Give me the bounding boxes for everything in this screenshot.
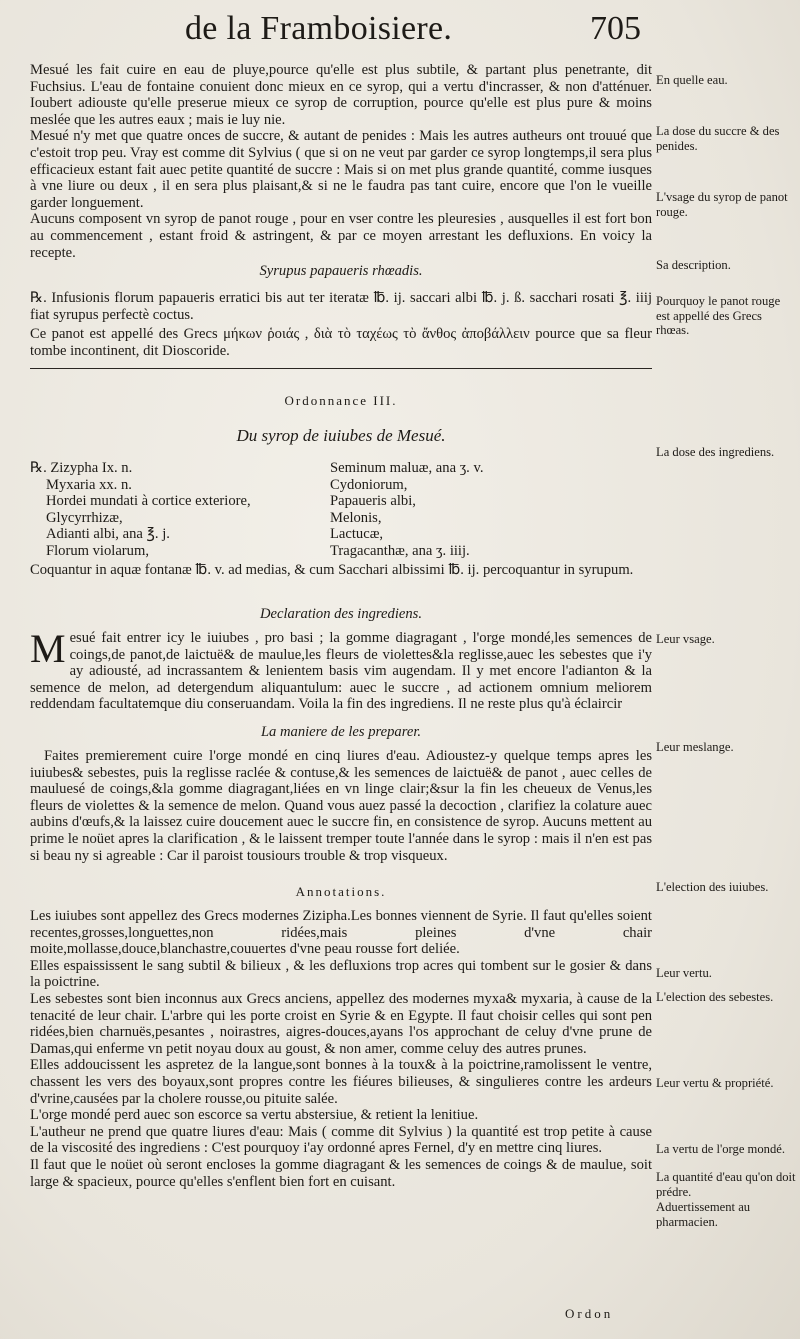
- ingredient-right: Cydoniorum,: [330, 476, 408, 493]
- margin-note: L'vsage du syrop de panot rouge.: [656, 190, 788, 219]
- margin-note: Leur vertu & propriété.: [656, 1076, 774, 1090]
- paragraph: Aucuns composent vn syrop de panot rouge , pour en vser contre les pleuresies , ausquelles il est fort bon au commencement , estant froid & astringent, & par ce moyen arrestant les defluxions. En voicy la recepte.: [30, 211, 652, 261]
- catchword: Ordon: [565, 1306, 614, 1321]
- annotations-heading: Annotations.: [295, 884, 387, 899]
- margin-note: L'election des iuiubes.: [656, 880, 769, 894]
- page-header: [30, 10, 650, 54]
- ingredient-left: Adianti albi, ana ℥. j.: [46, 526, 170, 543]
- annotation-paragraph: Elles addoucissent les aspretez de la langue,sont bonnes à la toux& à la poictrine,ramolissent le ventre, chassent les vers des boyaux,sont propres contre les fiéures bilieuses, & singulieres contre les ardeurs d'vrine,causées par la cholere rousse,ou pituite salée.: [30, 1057, 652, 1107]
- annotation-paragraph: Elles espaississent le sang subtil & bilieux , & les defluxions trop acres qui tombent sur le gosier & dans la poictrine.: [30, 957, 652, 991]
- margin-note: Leur vsage.: [656, 632, 715, 646]
- ingredient-left: Hordei mundati à cortice exteriore,: [46, 493, 251, 510]
- margin-note: La dose des ingrediens.: [656, 445, 775, 459]
- ordonnance-heading: Ordonnance III.: [284, 393, 398, 408]
- ingredient-left: Myxaria xx. n.: [46, 476, 132, 493]
- annotation-paragraph: Les sebestes sont bien inconnus aux Grecs anciens, appellez des modernes myxa& myxaria, à cause de la tenacité de leur chair. L'arbre qui les porte croist en Syrie & en Egypte. Il faut choisir celles qui sont pen ridées,bien charnuës,pesantes , noirastres, aigres-douces,ayans l'os approchant de celuy d'vne prune de Damas,qui enferme vn petit noyau doux au goust, & non amer, comme celuy des autres prunes.: [30, 990, 652, 1057]
- annotation-paragraph: Il faut que le noüet où seront encloses la gomme diagragant & les semences de coings & de maulue, soit large & spacieux, pource qu'elles s'enflent bien fort en cuisant.: [30, 1156, 652, 1190]
- ingredient-row: [30, 526, 652, 543]
- greek-name-paragraph: Ce panot est appellé des Grecs μήκων ῥοιάς , διὰ τὸ ταχέως τὸ ἄνθος ἀποβάλλειν pource que sa fleur tombe incontinent, dit Dioscoride.: [30, 326, 652, 359]
- margin-note: Sa description.: [656, 258, 731, 272]
- margin-note: La quantité d'eau qu'on doit prédre.: [656, 1170, 796, 1199]
- drop-cap: M: [30, 626, 66, 671]
- margin-note: Leur meslange.: [656, 740, 734, 754]
- ingredient-row: [30, 477, 652, 494]
- annotation-paragraph: L'orge mondé perd auec son escorce sa vertu abstersiue, & retient la lenitiue.: [30, 1107, 479, 1124]
- ingredient-row: [30, 460, 652, 477]
- ordonnance-title: Du syrop de iuiubes de Mesué.: [236, 426, 446, 445]
- margin-note: En quelle eau.: [656, 73, 728, 87]
- paragraph: Mesué n'y met que quatre onces de succre, & autant de penides : Mais les autres autheurs ont trouué que c'estoit trop peu. Vray est comme dit Sylvius ( que si on ne veut par garder ce syrop longtemps,il sera plus efficacieux estant fait auec petite quantité de succre : Mais si on met plus grande quantité, comme iusques à vne liure ou deux , il en sera plus plaisant,& si ne le faudra pas tant cuire, encore que l'on le vueille garder longuement.: [30, 128, 652, 211]
- ingredient-right: Melonis,: [330, 509, 382, 526]
- ingredient-row: [30, 543, 652, 560]
- declaration-text: esué fait entrer icy le iuiubes , pro basi ; la gomme diagragant , l'orge mondé,les semences de coings,de panot,de laictuë& de maulue,les fleurs de violettes&la reglisse,auec les sebestes que i'y ay adiousté, ad incrassantem & lenientem basis vim augendam. Il y met encore l'adianton & la semence de melon, ad detergendum aliquantulum: auec le succre , ad actionem omnium meliorem reddendam facultatemque diu conseruandam. Voila la fin des ingrediens. Il ne reste plus qu'à éclaircir: [30, 630, 652, 713]
- margin-note: Leur vertu.: [656, 966, 712, 980]
- ingredient-right: Tragacanthæ, ana ʒ. iiij.: [330, 542, 470, 559]
- maniere-heading: La maniere de les preparer.: [260, 724, 422, 740]
- page-number: 705: [590, 10, 641, 47]
- recipe-text: ℞. Infusionis florum papaueris erratici bis aut ter iteratæ ℔. ij. saccari albi ℔. j. ß. sacchari rosati ℥. iiij fiat syrupus perfectè coctus.: [30, 290, 652, 323]
- ingredients-list: [30, 460, 652, 560]
- recipe-title: Syrupus papaueris rhœadis.: [259, 263, 423, 279]
- ingredient-left: ℞. Zizypha Ix. n.: [30, 460, 133, 476]
- ingredient-row: [30, 510, 652, 527]
- maniere-paragraph: Faites premierement cuire l'orge mondé en cinq liures d'eau. Adioustez-y quelque temps apres les iuiubes& sebestes, puis la reglisse raclée & contuse,& les semences de laictuë& de panot , auec celles de mauluesé de coings,&la gomme diagragant,liées en vn linge clair;&sur la fin les cheueux de Venus,les fleurs de violettes & la semence de melon. Quand vous auez passé la decoction , clarifiez la colature auec aubins d'œufs,& la laissez cuire doucement auec le succre fin, en consistence de syrop. Aucuns mettent au prime le noüet apres la clarification , & le laissent tremper toute l'année dans le syrop : mais il n'en est pas si beau ny si agreable : Car il paroist tousiours trouble & trop visqueux.: [30, 748, 652, 864]
- annotations-block: [30, 908, 652, 1190]
- ingredient-right: Lactucæ,: [330, 526, 384, 543]
- ingredient-right: Papaueris albi,: [330, 493, 416, 510]
- ingredient-left: Florum violarum,: [46, 542, 149, 559]
- running-title: de la Framboisiere.: [185, 10, 453, 47]
- margin-note: L'election des sebestes.: [656, 990, 774, 1004]
- intro-text-block: [30, 62, 652, 261]
- annotation-paragraph: Les iuiubes sont appellez des Grecs modernes Zizipha.Les bonnes viennent de Syrie. Il faut qu'elles soient recentes,grosses,longuettes,non ridées,mais pleines d'vne chair moite,mollasse,douce,blanchastre,couuertes d'vne peau rousse fort deliée.: [30, 908, 652, 958]
- ingredient-row: [30, 493, 652, 510]
- declaration-heading: Declaration des ingrediens.: [260, 606, 422, 622]
- ingredient-right: Seminum maluæ, ana ʒ. v.: [330, 460, 484, 476]
- annotation-paragraph: L'autheur ne prend que quatre liures d'eau: Mais ( comme dit Sylvius ) la quantité est trop petite à cause de la viscosité des ingrediens : C'est pourquoy i'ay ordonné apres Fernel, d'y en mettre cinq liures.: [30, 1123, 652, 1157]
- margin-note: La dose du succre & des penides.: [656, 124, 780, 153]
- declaration-paragraph: [30, 626, 652, 713]
- margin-note: Pourquoy le panot rouge est appellé des Grecs rhœas.: [656, 294, 781, 337]
- paragraph: Mesué les fait cuire en eau de pluye,pource qu'elle est plus subtile, & partant plus penetrante, dit Fuchsius. L'eau de fontaine conuient donc mieux en ce syrop, qui a vertu d'incrasser, & non d'atténuer. Ioubert adiouste qu'elle preserue mieux ce syrop de corruption, pource qu'elle est plus pure & moins meslée que les autres eaux ; mais ie luy nie.: [30, 62, 652, 128]
- coquantur-text: Coquantur in aquæ fontanæ ℔. v. ad medias, & cum Sacchari albissimi ℔. ij. percoquantur in syrupum.: [30, 562, 634, 578]
- ingredient-left: Glycyrrhizæ,: [46, 509, 123, 526]
- section-divider: [30, 368, 652, 369]
- margin-note: Aduertissement au pharmacien.: [656, 1200, 751, 1229]
- margin-note: La vertu de l'orge mondé.: [656, 1142, 785, 1156]
